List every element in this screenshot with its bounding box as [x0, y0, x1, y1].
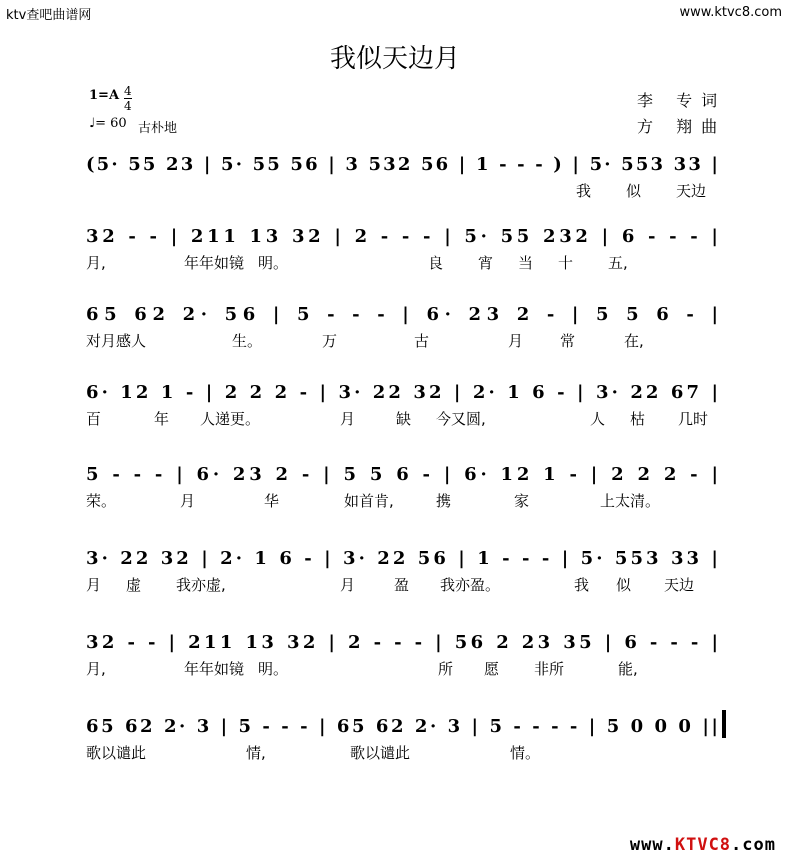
notation-line [86, 374, 726, 408]
lyric-syllable: 月 [340, 576, 356, 594]
lyric-syllable: 歌以谴此 [350, 744, 411, 762]
lyric-syllable: 枯 [630, 410, 646, 428]
lyric-syllable: 愿 [484, 660, 500, 678]
final-barline [722, 710, 726, 738]
tempo-marking: ♩= 60 [89, 116, 127, 131]
notation-text: (5· 55 23 | 5· 55 56 | 3 532 56 | 1 - - - ) | 5· 553 33 | [86, 154, 718, 175]
lyric-syllable: 年 [154, 410, 170, 428]
lyric-syllable: 年年如镜 [184, 254, 245, 272]
lyric-syllable: 如首肯, [344, 492, 394, 510]
lyric-syllable: 几时 [678, 410, 709, 428]
lyric-syllable: 非所 [534, 660, 565, 678]
lyrics-line [86, 574, 726, 596]
lyric-syllable: 似 [616, 576, 632, 594]
lyric-syllable: 月 [180, 492, 196, 510]
notation-line [86, 296, 726, 330]
lyrics-line [86, 408, 726, 430]
lyric-syllable: 人递更。 [200, 410, 261, 428]
lyric-syllable: 十 [558, 254, 574, 272]
lyric-syllable: 携 [436, 492, 452, 510]
key-signature: 1=A [89, 88, 120, 103]
lyric-syllable: 明。 [258, 660, 289, 678]
lyric-syllable: 月 [340, 410, 356, 428]
watermark [630, 835, 776, 855]
lyric-syllable: 天边 [664, 576, 695, 594]
lyrics-line [86, 490, 726, 512]
notation-line [86, 540, 726, 574]
meter-top: 4 [124, 84, 132, 98]
lyrics-line [86, 742, 726, 764]
lyric-syllable: 百 [86, 410, 102, 428]
lyric-syllable: 华 [264, 492, 280, 510]
lyricist-credit: 李 专词 [637, 91, 727, 110]
lyric-syllable: 情。 [510, 744, 541, 762]
notation-line [86, 456, 726, 490]
lyric-syllable: 我 [574, 576, 590, 594]
song-title: 我似天边月 [329, 44, 460, 74]
notation-text: 65 62 2· 56 | 5 - - - | 6· 23 2 - | 5 5 6 - | [86, 304, 719, 325]
watermark-prefix: www. [629, 835, 675, 855]
notation-text: 32 - - | 211 13 32 | 2 - - - | 5· 55 232 | 6 - - - | [86, 226, 718, 247]
lyric-syllable: 所 [438, 660, 454, 678]
lyrics-line [86, 330, 726, 352]
lyric-syllable: 古 [414, 332, 430, 350]
lyric-syllable: 明。 [258, 254, 289, 272]
notation-text: 65 62 2· 3 | 5 - - - | 65 62 2· 3 | 5 - - - - | 5 0 0 0 || [86, 716, 718, 737]
notation-line [86, 624, 726, 658]
watermark-brand: KTVC8 [674, 835, 732, 855]
lyric-syllable: 万 [322, 332, 338, 350]
lyric-syllable: 月, [86, 660, 106, 678]
notation-line [86, 146, 726, 180]
lyric-syllable: 歌以谴此 [86, 744, 147, 762]
meter-bottom: 4 [124, 99, 132, 113]
notation-text: 3· 22 32 | 2· 1 6 - | 3· 22 56 | 1 - - - | 5· 553 33 | [86, 548, 718, 569]
lyric-syllable: 良 [428, 254, 444, 272]
lyric-syllable: 对月感人 [86, 332, 147, 350]
notation-line [86, 708, 726, 742]
lyrics-line [86, 180, 726, 202]
lyric-syllable: 盈 [394, 576, 410, 594]
style-marking: 古朴地 [138, 121, 178, 136]
lyric-syllable: 月, [86, 254, 106, 272]
lyric-syllable: 在, [624, 332, 644, 350]
notation-text: 32 - - | 211 13 32 | 2 - - - | 56 2 23 35 | 6 - - - | [86, 632, 719, 653]
lyric-syllable: 情, [246, 744, 266, 762]
lyric-syllable: 荣。 [86, 492, 117, 510]
lyric-syllable: 上太清。 [600, 492, 661, 510]
notation-text: 5 - - - | 6· 23 2 - | 5 5 6 - | 6· 12 1 - | 2 2 2 - | [86, 464, 719, 485]
composer-credit: 方 翔曲 [637, 117, 727, 136]
lyric-syllable: 我亦盈。 [440, 576, 501, 594]
notation-line [86, 218, 726, 252]
lyric-syllable: 我 [576, 182, 592, 200]
lyric-syllable: 家 [514, 492, 530, 510]
lyrics-line [86, 658, 726, 680]
site-url-top-right: www.ktvc8.com [679, 5, 782, 20]
lyric-syllable: 月 [86, 576, 102, 594]
lyric-syllable: 年年如镜 [184, 660, 245, 678]
lyric-syllable: 月 [508, 332, 524, 350]
lyric-syllable: 我亦虚, [176, 576, 226, 594]
lyric-syllable: 缺 [396, 410, 412, 428]
lyrics-line [86, 252, 726, 274]
lyric-syllable: 天边 [676, 182, 707, 200]
lyric-syllable: 生。 [232, 332, 263, 350]
notation-text: 6· 12 1 - | 2 2 2 - | 3· 22 32 | 2· 1 6 - | 3· 22 67 | [86, 382, 718, 403]
lyric-syllable: 人 [590, 410, 606, 428]
time-signature [124, 84, 132, 113]
lyric-syllable: 常 [560, 332, 576, 350]
lyric-syllable: 宵 [478, 254, 494, 272]
lyric-syllable: 今又圆, [436, 410, 486, 428]
lyric-syllable: 能, [618, 660, 638, 678]
site-name-top-left: ktv查吧曲谱网 [6, 8, 92, 23]
lyric-syllable: 五, [608, 254, 628, 272]
lyric-syllable: 当 [518, 254, 534, 272]
watermark-suffix: .com [731, 835, 776, 855]
lyric-syllable: 似 [626, 182, 642, 200]
lyric-syllable: 虚 [126, 576, 142, 594]
